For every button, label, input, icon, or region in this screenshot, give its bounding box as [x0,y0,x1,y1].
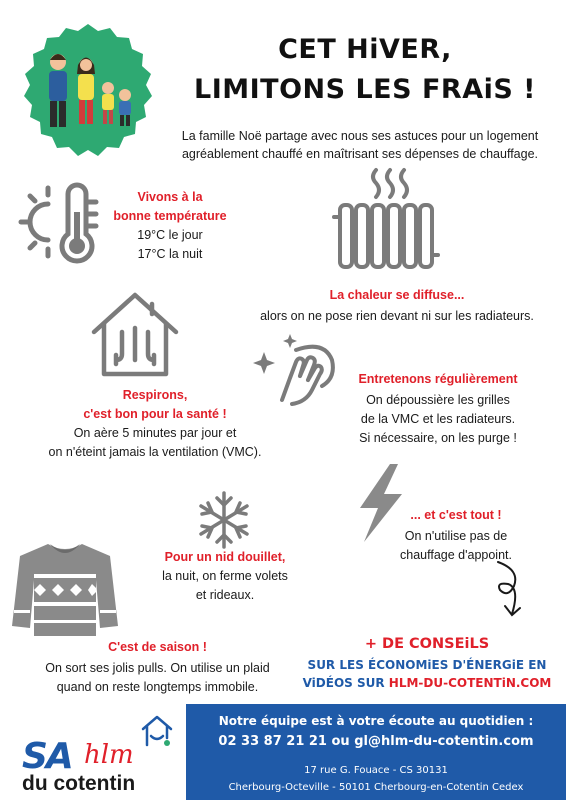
tip-temperature-line-1: 19°C le jour [137,228,203,242]
tip-cleaning-title: Entretenons régulièrement [358,372,518,386]
tip-extra-line-1: On n'utilise pas de [404,529,508,543]
logo-name: du cotentin [22,772,136,795]
footer-address-1: 17 rue G. Fouace - CS 30131 [304,765,448,776]
promo-block [288,636,566,692]
footer-contact[interactable]: 02 33 87 21 21 ou gl@hlm-du-cotentin.com [218,734,534,749]
tip-radiator [232,286,562,326]
tip-nest [140,548,310,605]
tip-ventilation [20,386,290,462]
tip-nest-title: Pour un nid douillet, [164,550,286,564]
promo-title: + DE CONSEiLS [364,636,490,652]
intro-text [170,127,550,163]
tip-cleaning-line-1: On dépoussière les grilles [366,393,510,407]
tip-season [20,638,295,697]
intro-line-2: agréablement chauffé en maîtrisant ses dépenses de chauffage. [181,147,539,161]
footer-line-1: Notre équipe est à votre écoute au quotidien : [218,714,534,728]
tip-cleaning-line-2: de la VMC et les radiateurs. [360,412,516,426]
tip-season-line-1: On sort ses jolis pulls. On utilise un plaid [45,661,270,675]
tip-nest-line-2: et rideaux. [195,588,255,602]
logo-hlm: hlm [84,740,134,770]
brand-logo [22,738,182,798]
tip-extra-title: ... et c'est tout ! [410,508,502,522]
family-illustration [18,22,158,162]
tip-ventilation-line-1: On aère 5 minutes par jour et [73,426,237,440]
title-line-1: CET HiVER, [278,34,452,65]
contact-footer [186,704,566,800]
tip-radiator-line-1: alors on ne pose rien devant ni sur les radiateurs. [260,309,534,323]
tip-radiator-title: La chaleur se diffuse... [329,288,465,302]
house-ventilation-icon [90,290,180,380]
promo-line-2: SUR LES ÉCONOMiES D'ÉNERGiE EN [307,658,547,672]
promo-line-3-prefix: ViDÉOS SUR [302,676,389,690]
tip-ventilation-line-2: on n'éteint jamais la ventilation (VMC). [48,445,262,459]
title-line-2: LIMITONS LES FRAiS ! [193,74,536,105]
footer-address-2: Cherbourg-Octeville - 50101 Cherbourg-en-Cotentin Cedex [228,782,524,793]
tip-temperature-title-1: Vivons à la [137,190,203,204]
tip-season-title: C'est de saison ! [108,640,207,654]
tip-ventilation-title-1: Respirons, [122,388,188,402]
tip-temperature [100,188,240,264]
sweater-icon [10,540,120,640]
tip-temperature-title-2: bonne température [113,209,227,223]
curly-arrow-icon [490,560,530,620]
tip-nest-line-1: la nuit, on ferme volets [162,569,288,583]
tip-temperature-line-2: 17°C la nuit [137,247,203,261]
promo-website-link[interactable]: HLM-DU-COTENTiN.COM [388,676,552,690]
page-title [180,30,550,110]
tip-cleaning-line-3: Si nécessaire, on les purge ! [359,431,517,445]
tip-extra-line-2: chauffage d'appoint. [400,548,512,562]
logo-sa: SA [22,736,72,777]
tip-season-line-2: quand on reste longtemps immobile. [56,680,259,694]
intro-line-1: La famille Noë partage avec nous ses astuces pour un logement [181,129,539,143]
snowflake-icon [194,490,254,550]
tip-extra [376,506,536,565]
tip-cleaning [338,370,538,448]
tip-ventilation-title-2: c'est bon pour la santé ! [83,407,227,421]
family-badge [18,22,158,162]
radiator-icon [332,165,442,275]
promo-line-3 [288,674,566,692]
